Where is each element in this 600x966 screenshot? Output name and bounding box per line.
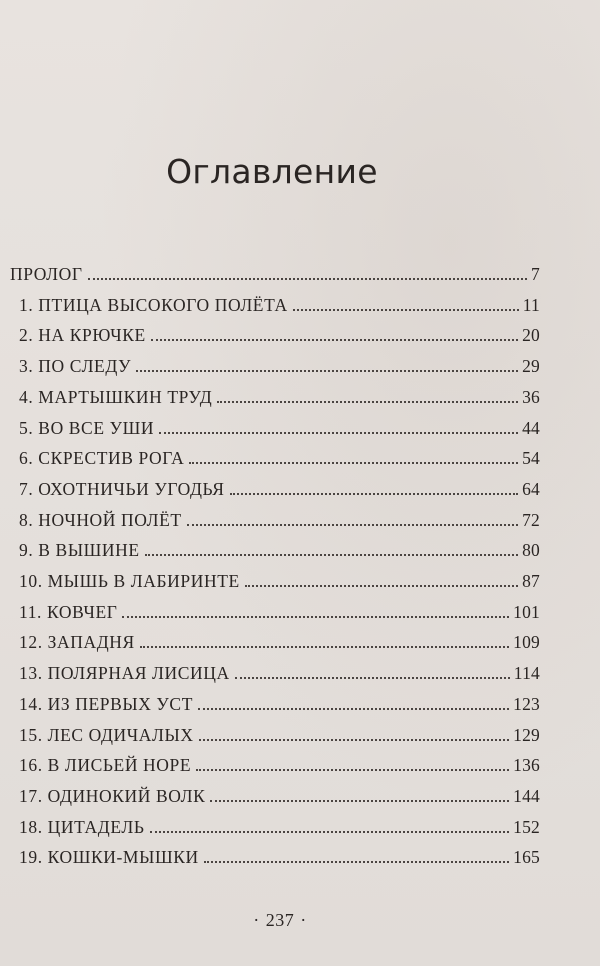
- toc-entry-page-number: 54: [522, 448, 540, 469]
- toc-entry-title: 9. В ВЫШИНЕ: [19, 540, 140, 561]
- toc-entry-page-number: 29: [522, 356, 540, 377]
- toc-entry-title: 12. ЗАПАДНЯ: [19, 632, 135, 653]
- toc-entry-title: 14. ИЗ ПЕРВЫХ УСТ: [19, 693, 193, 714]
- toc-entry-page-number: 152: [513, 816, 540, 837]
- toc-entry-title: 4. МАРТЫШКИН ТРУД: [19, 386, 213, 407]
- toc-entry: [19, 725, 540, 755]
- toc-entry-page-number: 123: [513, 693, 540, 714]
- dot-leader: [88, 278, 527, 280]
- toc-entry: [19, 540, 540, 570]
- toc-entry-title: 15. ЛЕС ОДИЧАЛЫХ: [19, 724, 194, 745]
- dot-leader: [235, 677, 510, 679]
- toc-entry: [19, 817, 540, 847]
- toc-entry-title: 11. КОВЧЕГ: [19, 601, 118, 622]
- toc-entry: [19, 356, 540, 386]
- toc-entry: [19, 479, 540, 509]
- toc-entry-page-number: 7: [531, 264, 540, 284]
- dot-leader: [189, 462, 518, 464]
- toc-entry: [19, 510, 540, 540]
- toc-entry: [19, 571, 540, 601]
- folio-ornament-right: ·: [300, 910, 307, 930]
- toc-entry-title: 19. КОШКИ-МЫШКИ: [19, 847, 199, 868]
- toc-entry-page-number: 144: [513, 785, 540, 806]
- toc-entry-title: 1. ПТИЦА ВЫСОКОГО ПОЛЁТА: [19, 294, 288, 315]
- toc-entry-page-number: 44: [522, 417, 540, 438]
- toc-entry-title: 8. НОЧНОЙ ПОЛЁТ: [19, 509, 182, 530]
- dot-leader: [198, 708, 509, 710]
- toc-entry: [19, 786, 540, 816]
- toc-entry-page-number: 20: [522, 325, 540, 346]
- toc-entry: [19, 755, 540, 785]
- toc-entry-page-number: 109: [513, 632, 540, 653]
- toc-entry-page-number: 64: [522, 478, 540, 499]
- toc-entry-title: 10. МЫШЬ В ЛАБИРИНТЕ: [19, 571, 240, 591]
- dot-leader: [196, 769, 509, 771]
- toc-entry: [19, 448, 540, 478]
- toc-entry-page-number: 11: [522, 294, 540, 315]
- dot-leader: [136, 370, 518, 372]
- toc-entry-page-number: 129: [513, 724, 540, 745]
- dot-leader: [210, 800, 509, 802]
- toc-entry-title: 16. В ЛИСЬЕЙ НОРЕ: [19, 755, 192, 776]
- toc-entry: [10, 264, 540, 294]
- toc-entry-page-number: 87: [522, 571, 540, 591]
- toc-entry-page-number: 80: [522, 540, 540, 561]
- toc-entry-page-number: 72: [522, 509, 540, 530]
- dot-leader: [217, 401, 518, 403]
- toc-entry: [19, 325, 540, 355]
- toc-entry-page-number: 101: [513, 601, 540, 622]
- dot-leader: [187, 524, 518, 526]
- toc-entry: [19, 602, 540, 632]
- dot-leader: [199, 739, 510, 741]
- toc-entry-page-number: 114: [513, 663, 540, 684]
- toc-entry-title: 17. ОДИНОКИЙ ВОЛК: [19, 785, 206, 806]
- page-title: Оглавление: [166, 152, 378, 191]
- toc-entry-page-number: 136: [513, 755, 540, 776]
- dot-leader: [245, 585, 518, 587]
- toc-entry: [19, 418, 540, 448]
- toc-entry: [19, 295, 540, 325]
- toc-entry-title: 5. ВО ВСЕ УШИ: [19, 417, 155, 438]
- toc-entry-page-number: 36: [522, 386, 540, 407]
- folio-ornament-left: ·: [253, 910, 260, 930]
- toc-entry: [19, 663, 540, 693]
- toc-entry-title: ПРОЛОГ: [10, 264, 83, 284]
- dot-leader: [159, 432, 518, 434]
- toc-entry: [19, 847, 540, 877]
- dot-leader: [122, 616, 509, 618]
- toc-entry: [19, 632, 540, 662]
- toc-entry-title: 3. ПО СЛЕДУ: [19, 356, 132, 377]
- page-number-footer: [0, 910, 560, 931]
- dot-leader: [140, 646, 509, 648]
- page-number: 237: [265, 910, 295, 930]
- toc-entry: [19, 387, 540, 417]
- toc-entry: [19, 694, 540, 724]
- toc-entry-title: 13. ПОЛЯРНАЯ ЛИСИЦА: [19, 663, 230, 684]
- toc-entry-page-number: 165: [513, 847, 540, 868]
- dot-leader: [293, 309, 519, 311]
- dot-leader: [151, 339, 518, 341]
- toc-entry-title: 6. СКРЕСТИВ РОГА: [19, 448, 185, 469]
- toc-entry-title: 7. ОХОТНИЧЬИ УГОДЬЯ: [19, 478, 225, 499]
- toc-entry-title: 18. ЦИТАДЕЛЬ: [19, 816, 145, 837]
- dot-leader: [230, 493, 519, 495]
- dot-leader: [145, 554, 518, 556]
- toc-entry-title: 2. НА КРЮЧКЕ: [19, 325, 146, 346]
- dot-leader: [150, 831, 510, 833]
- dot-leader: [204, 861, 509, 863]
